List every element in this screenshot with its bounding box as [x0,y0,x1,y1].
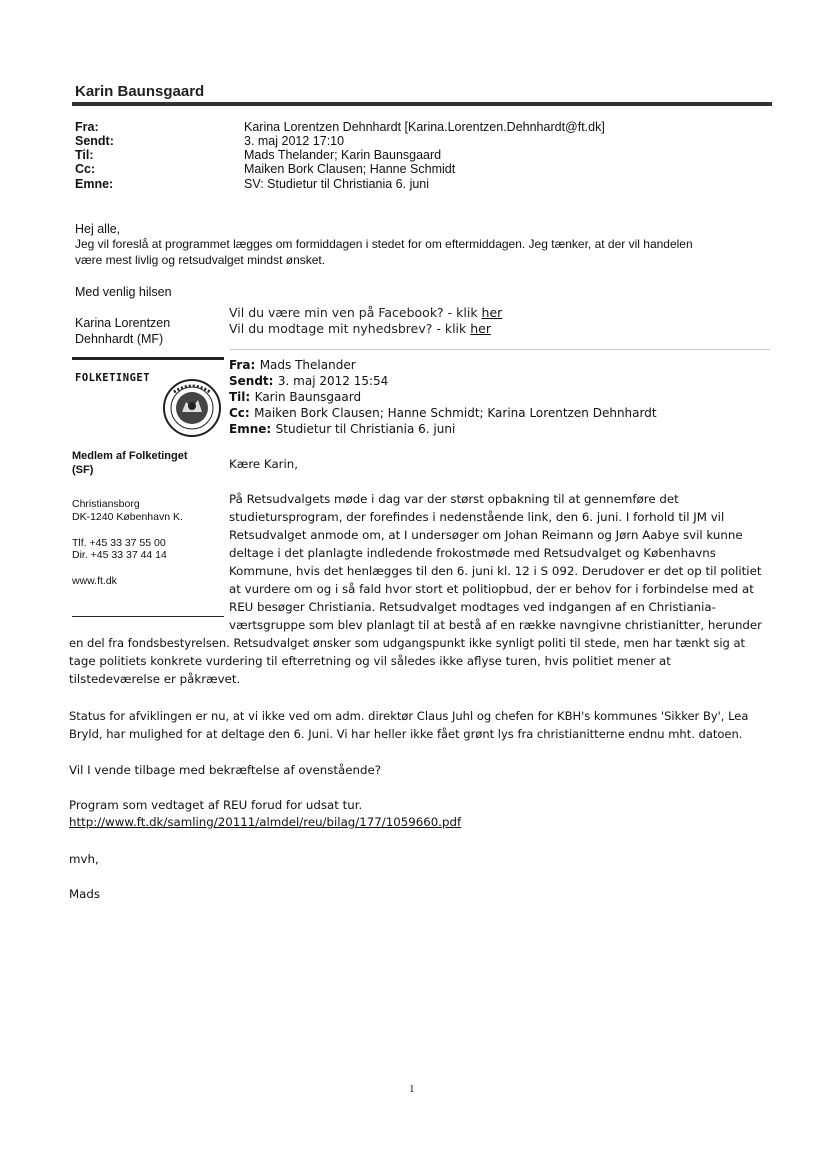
divider [230,349,770,350]
quoted-to-value: Karin Baunsgaard [254,390,362,404]
facebook-link[interactable]: her [481,305,503,320]
closing: Med venlig hilsen [75,285,172,299]
address-line: DK-1240 København K. [72,511,183,523]
quoted-cc-value: Maiken Bork Clausen; Hanne Schmidt; Karina Lorentzen Dehnhardt [254,406,657,420]
cc-label: Cc: [75,162,96,176]
sidebar-rule-top [72,357,224,360]
sidebar-rule-bottom [72,616,224,617]
greeting: Hej alle, [75,222,121,236]
quoted-from-label: Fra: [229,358,256,372]
body-line: være mest livlig og retsudvalget mindst ønsket. [75,253,326,267]
sent-value: 3. maj 2012 17:10 [244,134,345,148]
body-line: tage politiets konkrete vurdering til efterretning og vil således ikke aflyse turen, hvis politiet mener at [69,654,671,668]
program-link[interactable]: http://www.ft.dk/samling/20111/almdel/reu/bilag/177/1059660.pdf [69,815,462,829]
body-line: tilstedeværelse er påkrævet. [69,672,241,686]
signature-name: Karina Lorentzen [75,316,171,330]
quoted-sent-label: Sendt: [229,374,274,388]
promo-facebook-text: Vil du være min ven på Facebook? - klik [229,305,482,320]
quoted-to-label: Til: [229,390,251,404]
body-line: værtsgruppe som blev planlagt til at bestå af en række navngivne christianitter, herunder [229,618,763,632]
promo-newsletter [229,320,491,337]
body-line: Status for afviklingen er nu, at vi ikke ved om adm. direktør Claus Juhl og chefen for KBH's kommunes 'Sikker By', Lea [69,709,749,723]
promo-facebook [229,304,502,321]
body-line: På Retsudvalgets møde i dag var der størst opbakning til at gennemføre det [229,492,679,506]
page-number: 1 [409,1083,415,1095]
to-value: Mads Thelander; Karin Baunsgaard [244,148,442,162]
address-line: Christiansborg [72,498,140,510]
body-line: Retsudvalget anmode om, at I undersøger om Johan Reimann og Jørn Aabye svil kunne [229,528,743,542]
program-note: Program som vedtaget af REU forud for udsat tur. [69,798,363,812]
phone: Tlf. +45 33 37 55 00 [72,537,166,549]
cc-value: Maiken Bork Clausen; Hanne Schmidt [244,162,456,176]
body-line: at vurdere om og i så fald hvor stort et politiopbud, der er behov for i forbindelse med at [229,582,754,596]
quoted-signature: Mads [69,887,101,901]
body-line: REU besøger Christiania. Retsudvalget modtages ved indgangen af en Christiania- [229,600,716,614]
body-line: deltage i det planlagte indledende frokostmøde med Retsudvalget og Københavns [229,546,716,560]
org-name: FOLKETINGET [75,372,151,384]
subject-value: SV: Studietur til Christiania 6. juni [244,177,430,191]
quoted-greeting: Kære Karin, [229,457,299,471]
website-link[interactable]: www.ft.dk [72,575,117,587]
from-label: Fra: [75,120,99,134]
sent-label: Sendt: [75,134,114,148]
quoted-sent-value: 3. maj 2012 15:54 [277,374,389,388]
signature-title: Dehnhardt (MF) [75,332,164,346]
direct-phone: Dir. +45 33 37 44 14 [72,549,167,561]
body-line: en del fra fondsbestyrelsen. Retsudvalget ønsker som udgangspunkt ikke synligt politi til stede, men har tænkt sig at [69,636,746,650]
quoted-cc-label: Cc: [229,406,250,420]
quoted-closing: mvh, [69,852,99,866]
member-title: Medlem af Folketinget [72,450,188,462]
body-line: Kommune, hvis det henlægges til den 6. juni kl. 12 i S 092. Derudover er det op til politiet [229,564,762,578]
promo-newsletter-text: Vil du modtage mit nyhedsbrev? - klik [229,321,471,336]
member-party: (SF) [72,464,94,476]
body-line: Jeg vil foreslå at programmet lægges om formiddagen i stedet for om eftermiddagen. Jeg tænker, at der vil handelen [75,237,693,251]
from-value: Karina Lorentzen Dehnhardt [Karina.Lorentzen.Dehnhardt@ft.dk] [244,120,605,134]
folketinget-seal-icon [162,378,222,438]
to-label: Til: [75,148,94,162]
quoted-from-value: Mads Thelander [259,358,356,372]
body-line: studietursprogram, der forefindes i nedenstående link, den 6. juni. I forhold til JM vil [229,510,725,524]
title-rule [72,102,772,106]
quoted-header-subject [229,420,455,438]
newsletter-link[interactable]: her [470,321,491,336]
quoted-subject-label: Emne: [229,422,272,436]
body-line: Bryld, har mulighed for at deltage den 6. Juni. Vi har heller ikke fået grønt lys fra christianitterne endnu mht. datoen. [69,727,743,741]
document-title: Karin Baunsgaard [75,83,205,100]
quoted-subject-value: Studietur til Christiania 6. juni [275,422,456,436]
question-line: Vil I vende tilbage med bekræftelse af ovenstående? [69,763,382,777]
subject-label: Emne: [75,177,114,191]
